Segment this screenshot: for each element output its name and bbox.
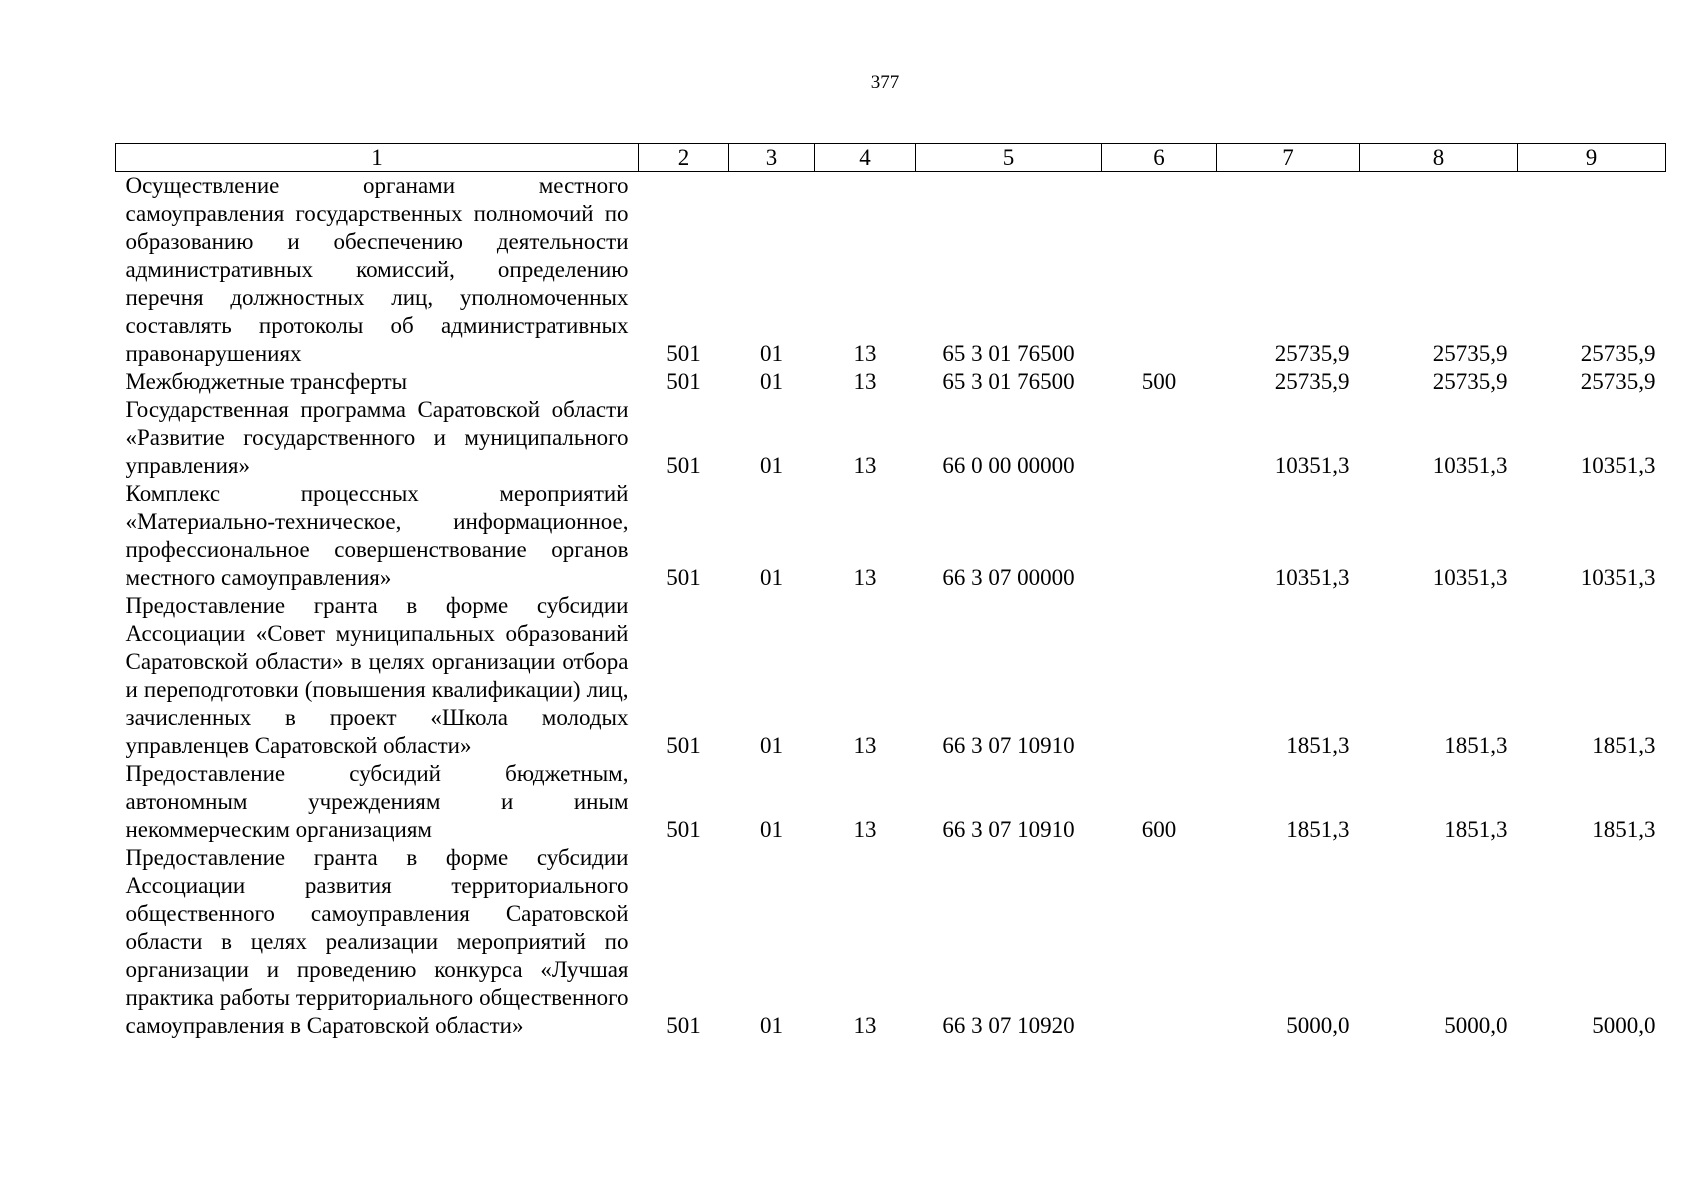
row-value-8: 10351,3: [1432, 453, 1508, 478]
column-header-2: 2: [639, 144, 729, 172]
row-value-9: 5000,0: [1592, 1013, 1656, 1038]
row-code-2: 501: [666, 733, 701, 758]
row-code-5: 66 3 07 10910: [942, 733, 1075, 758]
row-name: Предоставление субсидий бюджетным, автономным учреждениям и иным некоммерческим организациям: [125, 761, 629, 842]
row-value-7: 1851,3: [1286, 733, 1350, 758]
row-value-9: 10351,3: [1580, 565, 1656, 590]
page-number: 377: [870, 72, 900, 93]
row-value-9: 1851,3: [1592, 817, 1656, 842]
column-header-3: 3: [729, 144, 815, 172]
row-code-6: [1102, 396, 1217, 480]
row-code-3: 01: [760, 817, 783, 842]
column-header-7: 7: [1217, 144, 1360, 172]
column-header-5: 5: [916, 144, 1102, 172]
column-header-9: 9: [1518, 144, 1666, 172]
row-code-3: 01: [760, 1013, 783, 1038]
row-code-2: 501: [666, 453, 701, 478]
row-value-8: 1851,3: [1444, 817, 1508, 842]
row-value-7: 10351,3: [1274, 453, 1350, 478]
row-code-3: 01: [760, 733, 783, 758]
column-header-1: 1: [116, 144, 639, 172]
row-value-8: 25735,9: [1432, 341, 1508, 366]
row-code-4: 13: [853, 1013, 877, 1038]
row-code-4: 13: [853, 369, 877, 394]
row-code-3: 01: [760, 453, 783, 478]
row-code-3: 01: [760, 341, 783, 366]
row-name: Предоставление гранта в форме субсидии Ассоциации развития территориального общественного самоуправления Саратовской области в целях реализации мероприятий по организации и проведению конкурса «Лучшая практика работы территориального общественного самоуправления в Саратовской области»: [125, 845, 629, 1038]
table-row: [116, 172, 1666, 369]
row-code-5: 66 3 07 10910: [942, 817, 1075, 842]
row-value-8: 25735,9: [1432, 369, 1508, 394]
row-value-8: 1851,3: [1444, 733, 1508, 758]
row-code-6: [1102, 480, 1217, 592]
row-code-6: [1102, 172, 1217, 369]
row-value-7: 1851,3: [1286, 817, 1350, 842]
table-row: [116, 480, 1666, 592]
row-value-9: 25735,9: [1580, 341, 1656, 366]
row-name: Межбюджетные трансферты: [125, 369, 408, 394]
row-code-4: 13: [853, 453, 877, 478]
row-code-4: 13: [853, 341, 877, 366]
table-row: [116, 368, 1666, 396]
row-code-6: 500: [1141, 369, 1177, 394]
row-code-2: 501: [666, 817, 701, 842]
row-code-5: 66 0 00 00000: [942, 453, 1075, 478]
budget-table: [115, 143, 1666, 1040]
row-value-8: 10351,3: [1432, 565, 1508, 590]
row-name: Предоставление гранта в форме субсидии Ассоциации «Совет муниципальных образований Саратовской области» в целях организации отбора и переподготовки (повышения квалификации) лиц, зачисленных в проект «Школа молодых управленцев Саратовской области»: [125, 593, 629, 758]
row-code-3: 01: [760, 369, 783, 394]
row-value-7: 10351,3: [1274, 565, 1350, 590]
row-code-6: 600: [1141, 817, 1177, 842]
row-code-4: 13: [853, 733, 877, 758]
header-row: [116, 144, 1666, 172]
row-code-6: [1102, 844, 1217, 1040]
row-code-5: 65 3 01 76500: [942, 341, 1075, 366]
row-code-2: 501: [666, 1013, 701, 1038]
row-code-2: 501: [666, 565, 701, 590]
row-code-2: 501: [666, 369, 701, 394]
row-code-4: 13: [853, 817, 877, 842]
row-code-5: 65 3 01 76500: [942, 369, 1075, 394]
column-header-4: 4: [815, 144, 916, 172]
row-name: Осуществление органами местного самоуправления государственных полномочий по образованию и обеспечению деятельности административных комиссий, определению перечня должностных лиц, уполномоченных составлять протоколы об административных правонарушениях: [125, 173, 629, 366]
row-value-7: 25735,9: [1274, 341, 1350, 366]
column-header-8: 8: [1360, 144, 1518, 172]
row-code-2: 501: [666, 341, 701, 366]
row-value-7: 5000,0: [1286, 1013, 1350, 1038]
row-value-9: 10351,3: [1580, 453, 1656, 478]
row-code-5: 66 3 07 10920: [942, 1013, 1075, 1038]
table-header: [116, 144, 1666, 172]
row-code-5: 66 3 07 00000: [942, 565, 1075, 590]
row-code-4: 13: [853, 565, 877, 590]
table-body: [116, 172, 1666, 1041]
row-value-9: 25735,9: [1580, 369, 1656, 394]
table-row: [116, 592, 1666, 760]
table-row: [116, 844, 1666, 1040]
row-value-8: 5000,0: [1444, 1013, 1508, 1038]
row-code-6: [1102, 592, 1217, 760]
table-row: [116, 760, 1666, 844]
row-name: Государственная программа Саратовской области «Развитие государственного и муниципального управления»: [125, 397, 629, 478]
row-value-9: 1851,3: [1592, 733, 1656, 758]
table-row: [116, 396, 1666, 480]
row-value-7: 25735,9: [1274, 369, 1350, 394]
row-name: Комплекс процессных мероприятий «Материально-техническое, информационное, профессиональное совершенствование органов местного самоуправления»: [125, 481, 629, 590]
row-code-3: 01: [760, 565, 783, 590]
column-header-6: 6: [1102, 144, 1217, 172]
